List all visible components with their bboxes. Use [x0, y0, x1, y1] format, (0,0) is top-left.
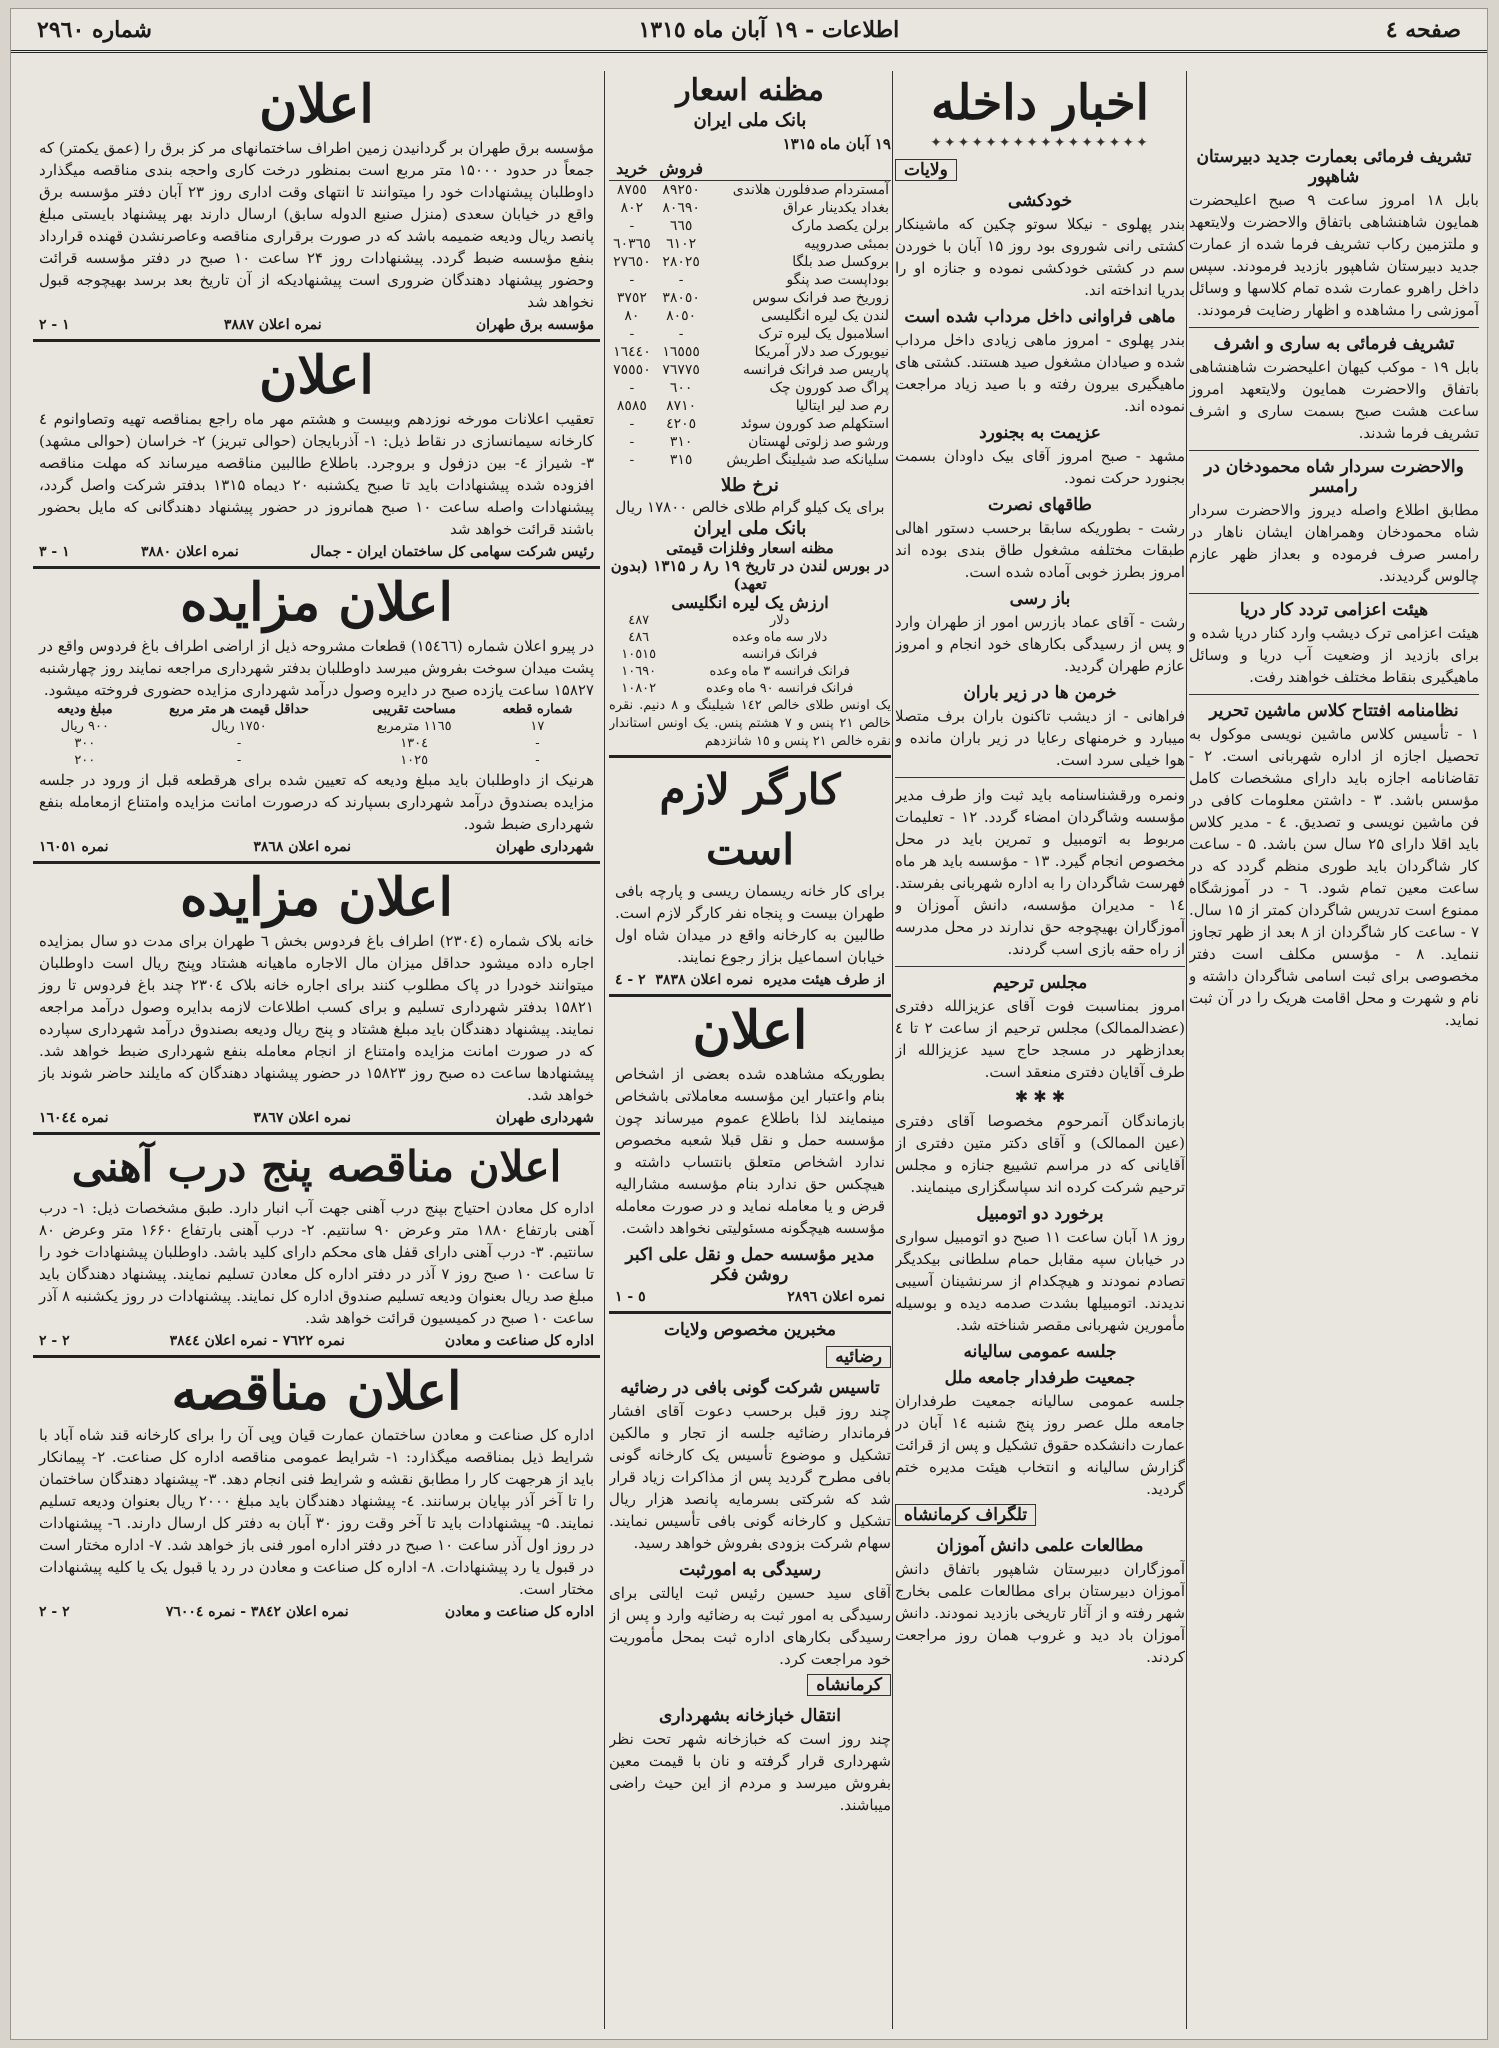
- table-cell: آمستردام صدفلورن هلاندی: [732, 182, 889, 198]
- ad-title: اعلان: [692, 1000, 808, 1061]
- news-body: ۱ - تأسیس کلاس ماشین نویسی موکول به تحصیل اجازه از اداره شهربانی است. ۲ - تقاضانامه اجازه باید دارای مشخصات کامل مؤسس باشد. ۳ - داشتن معلومات کافی در فن ماشین نویسی و تصدیق. ٤ - مدیر کلاس باید اقلا دارای ۲۵ سال سن باشد. ۵ - ساعت کار شاگردان باید طوری منظم گردد که در ساعت معین تمام شود. ٦ - در آموزشگاه ممنوع است تدریس شاگردان کمتر از ۱۵ سال. ۷ - ساعت کار شاگردان از ۸ بعد از ظهر تجاوز ننماید. ۸ - مؤسس مکلف است دفتر مخصوصی برای ثبت اسامی شاگردان داشته و نام و شهرت و محل اقامت هریک را در آن ثبت نماید.: [1189, 725, 1479, 1029]
- table-cell: ١٦٥٥٥: [662, 344, 700, 360]
- regulation-continued: ونمره ورقشناسنامه باید ثبت واز طرف مدیر مؤسسه وشاگردان امضاء گردد. ١٢ - تعلیمات مربوط به اتومبیل و تمرین باید در محل مخصوص انجام گیرد. ١٣ - مؤسسه باید هر ماه فهرست شاگردان را به اداره شهربانی بفرستد. ١٤ - مدیران مؤسسه، دانش آموزان و آموزگاران بهیچوجه حق ندارند در محل مدرسه از راه حقه بازی اسب گردند.: [895, 786, 1185, 958]
- ad-run: ٢ - ٢: [39, 1604, 70, 1620]
- table-cell: دلار سه ماه وعده: [732, 630, 828, 645]
- news-body: جلسه عمومی سالیانه جمعیت طرفداران جامعه ملل عصر روز پنج شنبه ١٤ آبان در عمارت دانشکده حقوق تشکیل و پس از قرائت گزارش سالیانه و انتخاب هیئت مدیره ختم گردید.: [895, 1392, 1185, 1498]
- column-rule: [1186, 71, 1187, 2029]
- news-body: بابل ۱۹ - موکب کیهان اعلیحضرت شاهنشاهی باتفاق والاحضرت همایون ولایتعهد امروز ساعت هشت صبح بسمت ساری و اشرف تشریف فرما شدند.: [1189, 358, 1479, 442]
- table-cell: سلیانکه صد شیلینگ اطریش: [726, 452, 889, 468]
- ad-title: اعلان مناقصه پنج درب آهنی: [71, 1142, 562, 1191]
- table-cell: رم صد لیر ایتالیا: [795, 398, 889, 414]
- page-number: صفحه ٤: [1385, 16, 1461, 43]
- table-cell: -: [678, 272, 684, 288]
- table-cell: ١٦٤٤٠: [613, 344, 651, 360]
- table-cell: -: [535, 753, 540, 768]
- divider: [895, 777, 1185, 778]
- column-domestic-news: [895, 71, 1185, 2031]
- table-row: [609, 663, 891, 680]
- ad-run: ٢ - ٢: [39, 1333, 70, 1349]
- gold-heading: نرخ طلا: [721, 475, 779, 496]
- star-ornament: ✱ ✱ ✱: [1014, 1087, 1066, 1106]
- table-row: [39, 735, 594, 752]
- issue-number: شماره ٢٩٦٠: [37, 16, 152, 43]
- table-cell: -: [629, 272, 635, 288]
- rates-note: یک اونس طلای خالص ١٤٢ شیلینگ و ٨ دنیم. نقره خالص ٢١ پنس و ٧ هشتم پنس. یک اونس استاندار نقره خالص ٢١ پنس و ١٥ شانزدهم: [609, 698, 891, 749]
- thanks-body: بازماندگان آنمرحوم مخصوصا آقای دفتری (عین الممالک) و آقای دکتر متین دفتری از آقایانی که در مراسم تشییع جنازه و مجلس ترحیم شرکت کرده اند سپاسگزاری مینمایند.: [895, 1112, 1185, 1196]
- table-cell: ١٧٥٠ ریال: [211, 719, 267, 734]
- ad-body: تعقیب اعلانات مورخه نوزدهم وبیست و هشتم مهر ماه راجع بمناقصه تهیه وتصاوانوم ٤ کارخانه سیمانسازی در نقاط ذیل: ۱- آذربایجان (حوالی تبریز) ۲- خراسان (حوالی مشهد) ۳- شیراز ٤- بین دزفول و بروجرد. باطلاع طالبین مناقصه میرساند که مهلت مناقصه افزوده شده پیشنهادات باید تا صبح یکشنبه ۲۰ دیماه ۱۳۱۵ بدفتر شرکت واصل گردد، پیشنهادات واصله ساعت ۱۰ صبح همانروز در حضور پیشنهاد دهندگانی که مایل بحضور باشند قرائت خواهد شد: [39, 410, 595, 538]
- table-row: [609, 451, 891, 469]
- table-cell: ٤٨٦: [628, 630, 650, 645]
- column-header: [707, 157, 891, 181]
- news-body: مطابق اطلاع واصله دیروز والاحضرت سردار شاه محمودخان وهمراهان ایشان ناهار در رامسر صرف فرموده و بعداز ظهر عازم چالوس گردیدند.: [1189, 501, 1479, 585]
- rates-bank: بانک ملی ایران: [693, 110, 807, 131]
- ad-body: اداره کل صناعت و معادن ساختمان عمارت قیان وپی آن را برای کارخانه قند شاه آباد با شرایط ذیل بمناقصه میگذارد: ۱- شرایط عمومی مناقصه اداره کل صناعت. ۲- پیمانکار باید از هرجهت کار را مطابق نقشه و شرایط فنی انجام دهد. ۳- پیشنهاد دهندگان ساختمان را تا آخر آذر بپایان برسانند. ٤- پیشنهاد دهندگان باید مبلغ ۲۰۰۰ ریال بعنوان ودیعه تسلیم نمایند. ۵- پیشنهادات باید تا آخر وقت روز ۳۰ آبان به دفتر کل ارسال دارند. ٦- پیشنهادات در روز اول آذر ساعت ۱۰ صبح در دفتر اداره امور فنی باز خواهد شد. ۷- اداره مختار است در قبول یا رد پیشنهادات. ۸- اداره کل صناعت و معادن در رد یا قبول یک یا کلیه پیشنهادات مختار است.: [39, 1426, 595, 1598]
- table-cell: ٨٠: [624, 308, 640, 324]
- ad-run: نمره ١٦٠٥١: [39, 839, 109, 855]
- table-row: [609, 253, 891, 271]
- table-cell: ١٠٦٩٠: [621, 664, 657, 679]
- table-cell: پراگ صد کورون چک: [769, 380, 889, 396]
- table-row: [609, 271, 891, 289]
- gold-text: برای یک کیلو گرام طلای خالص ١٧٨٠٠ ریال: [615, 498, 885, 516]
- news-headline: خودکشی: [1007, 191, 1073, 211]
- ad-number: نمره اعلان ٢٨٩٦: [787, 1289, 885, 1305]
- news-headline: مطالعات علمی دانش آموزان: [936, 1536, 1144, 1556]
- table-cell: ٨٩٢٥٠: [662, 182, 700, 198]
- ad-run: نمره ١٦٠٤٤: [39, 1110, 109, 1126]
- signature-name: مؤسسه برق طهران: [475, 317, 594, 333]
- news-headline: رسیدگی به امورثبت: [679, 1560, 821, 1580]
- table-cell: -: [535, 736, 540, 751]
- table-cell: لندن یک لیره انگلیسی: [761, 308, 889, 324]
- news-headline: عزیمت به بجنورد: [979, 423, 1101, 443]
- table-cell: -: [236, 736, 242, 751]
- pound-heading: ارزش یک لیره انگلیسی: [671, 593, 829, 612]
- divider: [1189, 694, 1479, 695]
- divider: [895, 966, 1185, 967]
- table-cell: ١٧: [530, 719, 545, 734]
- table-cell: پاریس صد فرانک فرانسه: [742, 362, 889, 378]
- table-row: [609, 361, 891, 379]
- ornament-line: ✦✦✦✦✦✦✦✦✦✦✦✦✦✦✦✦: [930, 135, 1150, 151]
- column-header: مبلغ ودیعه: [57, 702, 113, 717]
- table-cell: فرانک فرانسه ۹۰ ماه وعده: [706, 681, 854, 696]
- metals-subheading: در بورس لندن در تاریخ ۱۹ ر۸ ر ۱۳۱۵ (بدون تعهد): [610, 557, 890, 593]
- ad-title: اعلان مزایده: [180, 867, 453, 928]
- table-row: [39, 718, 594, 735]
- ad-body: مؤسسه برق طهران بر گردانیدن زمین اطراف ساختمانهای مر کز برق را (عمق یکمتر) که جمعاً در حدود ۱۵۰۰۰ متر مربع است بمنظور درخت کاری واحجه بندی مناقصه میگذارد داوطلبان پیشنهادات خود را میتوانند تا انتهای وقت اداری روز ۲۳ آبان دفتر مؤسسه برق واقع در خیابان سعدی (منزل صنیع الدوله سابق) ارسال دارند بهر پیشنهاد بایستی مبلغ پانصد ریال ودیعه ضمیمه باشد که در صورت برقراری مناقصه وعاصرنشدن قهنده قرارداد بنفع مؤسسه ضبط گردد. پیشنهادات روز ۲۴ ساعت ۱۰ صبح در دفتر مؤسسه قرائت وحضور پیشنهاد دهندگان ضروری است پیشنهادیکه از آن تاریخ بعد برسد بهیچوجه قبول نخواهد شد: [39, 139, 595, 311]
- news-body: آموزگاران دبیرستان شاهپور باتفاق دانش آموزان دبیرستان برای مطالعات علمی بخارج شهر رفته و از آثار تاریخی بازدید نمودند. دانش آموزان باد دید و غروب همان روز مراجعت کردند.: [895, 1560, 1185, 1666]
- table-row: [609, 680, 891, 697]
- ad-number: نمره اعلان ٣٨٦٨: [253, 839, 352, 855]
- signature-name: از طرف هیئت مدیره: [762, 972, 885, 988]
- table-row: [609, 379, 891, 397]
- table-cell: ٤٨٧: [628, 613, 650, 628]
- table-cell: برلن یکصد مارک: [791, 218, 889, 234]
- news-headline: تشریف فرمائی به ساری و اشرف: [1213, 334, 1455, 354]
- ad-signature: [39, 1604, 594, 1620]
- ad-signature: [39, 1110, 594, 1126]
- column-rule: [604, 71, 605, 2029]
- table-row: [609, 646, 891, 663]
- rates-heading: مظنه اسعار: [676, 73, 824, 108]
- table-cell: ١٣٠٤: [400, 736, 429, 751]
- rates-bank: بانک ملی ایران: [693, 518, 807, 539]
- table-cell: ٦٠٠: [669, 380, 693, 396]
- news-headline: باز رسی: [1009, 589, 1071, 609]
- ad-number: نمره اعلان ٣٨٤٢ - نمره ٧٦٠٠٤: [165, 1604, 349, 1620]
- correspondents-label: مخبرین مخصوص ولایات: [663, 1320, 837, 1340]
- rates-date: ۱۹ آبان ماه ۱۳۱۵: [782, 135, 891, 153]
- cement-factory-ad: [33, 342, 600, 569]
- signature-name: اداره کل صناعت و معادن: [444, 1604, 594, 1620]
- news-body: چند روز قبل برحسب دعوت آقای افشار فرماندار رضائیه جلسه از تجار و مالکین تشکیل و موضوع تأسیس یک کارخانه گونی بافی مطرح گردید پس از مذاکرات زیاد قرار شد که شرکتی بسرمایه پانصد هزار ریال تشکیل و کارخانه گونی بافی تأسیس نمایند. سهام شرکت بزودی بفروش خواهد رسید.: [609, 1402, 891, 1552]
- news-body: مشهد - صبح امروز آقای بیک داودان بسمت بجنورد حرکت نمود.: [895, 447, 1185, 487]
- table-row: [609, 343, 891, 361]
- column-advertisements: [33, 71, 600, 2031]
- ad-number: نمره اعلان ٣٨٣٨: [655, 972, 754, 988]
- metals-heading: مظنه اسعار وفلزات قیمتی: [666, 539, 834, 557]
- column-header: خرید: [609, 157, 655, 181]
- table-cell: -: [678, 326, 684, 342]
- ad-run: ٥ - ١: [615, 1289, 646, 1305]
- table-row: [609, 235, 891, 253]
- table-row: [609, 397, 891, 415]
- table-cell: -: [629, 434, 635, 450]
- ad-title: کارگر لازم است: [659, 765, 841, 874]
- ad-run: ٢ - ٤: [615, 972, 646, 988]
- table-cell: زوریخ صد فرانک سوس: [752, 290, 889, 306]
- news-headline: برخورد دو اتومبیل: [976, 1204, 1104, 1224]
- ad-body: در پیرو اعلان شماره (١٥٤٦٦) قطعات مشروحه ذیل از اراضی اطراف باغ فردوس واقع در پشت میدان سوخت بفروش میرسد داوطلبان بدفتر شهرداری مراجعه نمایند روز چهارشنبه ۱۵۸۲۷ ساعت یازده صبح در دایره وصول درآمد شهرداری مزایده حضوری فروخته میشود.: [39, 637, 594, 699]
- divider: [1189, 593, 1479, 594]
- table-cell: ٦٦٥: [669, 218, 693, 234]
- newspaper-page: [10, 8, 1488, 2040]
- table-cell: ٣١٥: [669, 452, 693, 468]
- ad-body: برای کار خانه ریسمان ریسی و پارچه بافی طهران بیست و پنجاه نفر کارگر لازم است. طالبین به کارخانه واقع در میدان شاه اول خیابان اسماعیل بزاز رجوع نمایند.: [615, 882, 885, 966]
- table-cell: ٧٦٧٧٥: [662, 362, 700, 378]
- news-headline: نظامنامه افتتاح کلاس ماشین تحریر: [1209, 701, 1459, 721]
- table-cell: ٨٧٥٥: [616, 182, 647, 198]
- table-row: [609, 289, 891, 307]
- ad-body: اداره کل معادن احتیاج بپنج درب آهنی جهت آب انبار دارد. طبق مشخصات ذیل: ۱- درب آهنی بارتفاع ۱۸۸۰ متر وعرض ۹۰ سانتیم. ۲- درب آهنی بارتفاع ۱۶۶۰ متر وعرض ۸۰ سانتیم. ۳- درب آهنی دارای قفل های محکم دارای کلید باشد. داوطلبان پیشنهادات خود را تا ساعت ۱۰ صبح روز ۷ آذر در دفتر اداره کل معادن تسلیم نمایند. پیشنهاد دهندگان باید مبلغ صد ریال بعنوان ودیعه تسلیم صندوق اداره کل نمایند. پیشنهادات در روز یکشنبه ۸ آذر ساعت ۱۰ صبح در کمیسیون قرائت خواهد شد.: [39, 1199, 594, 1327]
- table-row: [609, 415, 891, 433]
- ad-number: نمره اعلان ٣٨٨٠: [141, 544, 239, 560]
- column-header: فروش: [655, 157, 708, 181]
- table-cell: استکهلم صد کورون سوئد: [740, 416, 889, 432]
- pound-table: [609, 612, 891, 697]
- column-header: شماره قطعه: [502, 702, 573, 717]
- ad-run: ١ - ٢: [39, 317, 70, 333]
- news-subheadline: جمعیت طرفدار جامعه ملل: [944, 1368, 1136, 1388]
- table-row: [39, 752, 594, 769]
- divider: [1189, 450, 1479, 451]
- table-cell: ٨٠٥٠: [666, 308, 697, 324]
- ad-body: هرنیک از داوطلبان باید مبلغ ودیعه که تعیین شده برای هرقطعه قبل از ورود در جلسه مزایده بصندوق درآمد شهرداری بسپارند که درصورت امانت مزایده وامتناع ازمعامله بنفع شهرداری ضبط شود.: [39, 771, 594, 833]
- news-headline: خرمن ها در زیر باران: [963, 683, 1117, 703]
- signature-name: شهرداری طهران: [495, 839, 594, 855]
- section-label-region: رضائیه: [826, 1346, 891, 1368]
- news-body: فراهانی - از دیشب تاکنون باران برف متصلا میبارد و خرمنهای رعایا در زیر باران مانده و هوا خیلی سرد است.: [895, 707, 1185, 769]
- exchange-rates-table: [609, 157, 891, 469]
- electric-company-ad: [33, 71, 600, 342]
- table-cell: ٣٠٠: [74, 736, 96, 751]
- table-cell: ٤٢٠٥: [666, 416, 697, 432]
- ad-signature: [39, 839, 594, 855]
- table-cell: ٣٧٥٢: [616, 290, 647, 306]
- table-row: [609, 433, 891, 451]
- news-headline: جلسه عمومی سالیانه: [963, 1342, 1117, 1362]
- news-headline: والاحضرت سردار شاه محمودخان در رامسر: [1204, 457, 1464, 497]
- signature-name: شهرداری طهران: [495, 1110, 594, 1126]
- section-label-provinces: ولایات: [895, 159, 957, 181]
- iron-doors-tender-ad: [33, 1135, 600, 1358]
- ad-signature: [39, 317, 594, 333]
- table-cell: بروکسل صد بلگا: [792, 254, 889, 270]
- domestic-news-heading: اخبار داخله: [930, 75, 1149, 131]
- transport-notice-ad: [609, 997, 891, 1314]
- table-cell: ٢٧٦٥٠: [613, 254, 651, 270]
- table-cell: -: [629, 326, 635, 342]
- news-headline: هیئت اعزامی تردد کار دریا: [1239, 600, 1429, 620]
- news-headline: طاقهای نصرت: [988, 495, 1092, 515]
- ad-signature: [39, 544, 594, 560]
- table-cell: فرانک فرانسه ۳ ماه وعده: [709, 664, 850, 679]
- table-cell: فرانک فرانسه: [741, 647, 818, 662]
- news-body: هیئت اعزامی ترک دیشب وارد کنار دریا شده و برای بازدید از وضعیت آب دریا و وسائل ماهیگیری بنقاط مختلف خواهند رفت.: [1189, 624, 1479, 686]
- table-cell: ١٠٢٥: [400, 753, 429, 768]
- table-cell: -: [236, 753, 242, 768]
- ad-body: بطوریکه مشاهده شده بعضی از اشخاص بنام واعتبار این مؤسسه معاملاتی باشخاص مینمایند لذا باطلاع عموم میرساند چون مؤسسه حمل و نقل قبلا شعبه مخصوص ندارد اشخاص متعلق بانتساب داشته و هیچکس حق ندارد بنام مؤسسه مشارالیه قرض و یا معامله نماید و در صورت معامله مؤسسه هیچگونه مسئولیتی نخواهد داشت.: [615, 1065, 885, 1237]
- masthead: [11, 9, 1487, 53]
- table-cell: ٦٠٣٦٥: [613, 236, 651, 252]
- news-body: رشت - آقای عماد بازرس امور از طهران وارد و پس از رسیدگی بکارهای خود انجام و امروز عازم طهران گردید.: [895, 613, 1185, 675]
- table-row: [609, 307, 891, 325]
- table-cell: ٣٨٠٥٠: [662, 290, 700, 306]
- section-label-city: کرمانشاه: [807, 1674, 891, 1696]
- column-header: حداقل قیمت هر متر مربع: [169, 702, 309, 717]
- house-auction-ad: [33, 864, 600, 1135]
- news-headline: تشریف فرمائی بعمارت جدید دبیرستان شاهپور: [1196, 147, 1472, 187]
- table-cell: ٨٠٢: [620, 200, 644, 216]
- ad-run: ١ - ٣: [39, 544, 70, 560]
- ad-title: اعلان: [259, 74, 374, 135]
- ad-number: نمره اعلان ٣٨٨٧: [223, 317, 322, 333]
- building-tender-ad: [33, 1358, 600, 1626]
- table-cell: بوداپست صد پنگو: [786, 272, 889, 288]
- table-cell: ٦١٠٢: [666, 236, 697, 252]
- table-cell: ٩٠٠ ریال: [60, 719, 109, 734]
- news-body: آقای سید حسین رئیس ثبت ایالتی برای رسیدگی به امور ثبت به رضائیه وارد و پس از رسیدگی بکارهای اداره ثبت بمحل مأموریت خود مراجعت کرد.: [609, 1584, 891, 1668]
- table-row: [609, 199, 891, 217]
- news-headline: ماهی فراوانی داخل مرداب شده است: [904, 307, 1176, 327]
- table-cell: ٧٥٥٥٠: [613, 362, 651, 378]
- news-body: بندر پهلوی - امروز ماهی زیادی داخل مرداب شده و صیادان مشغول صید هستند. کشتی های ماهیگیری بیرون رفته و با صید زیاد مراجعت نموده اند.: [895, 331, 1185, 415]
- table-cell: اسلامبول یک لیره ترک: [758, 326, 889, 342]
- table-row: [609, 629, 891, 646]
- news-body: چند روز است که خبازخانه شهر تحت نظر شهرداری قرار گرفته و نان با قیمت معین بفروش میرسد و مردم از این حیث راضی میباشند.: [609, 1730, 891, 1814]
- signature-name: اداره کل صناعت و معادن: [444, 1333, 594, 1349]
- ad-signature: [39, 1333, 594, 1349]
- news-body: بندر پهلوی - نیکلا سوتو چکین که ماشینکار کشتی رانی شوروی بود روز ۱۵ آبان با خوردن سم در کشتی خودکشی نموده و جنازه او را بدریا انداخته اند.: [895, 215, 1185, 299]
- column-rule: [892, 71, 893, 2029]
- news-headline: تاسیس شرکت گونی بافی در رضائیه: [620, 1378, 880, 1398]
- table-row: [609, 325, 891, 343]
- ad-title: اعلان مناقصه: [171, 1361, 462, 1422]
- ad-number: نمره ٧٦٢٢ - نمره اعلان ٣٨٤٤: [169, 1333, 345, 1349]
- news-body: بابل ۱۸ امروز ساعت ۹ صبح اعلیحضرت همایون شاهنشاهی باتفاق والاحضرت ولایتعهد و ملتزمین رکاب تشریف فرما شده از عمارت جدید دبیرستان شاهپور بازدید فرمودند. سپس داخل راهرو عمارت شده تمام کلاسها و وسائل آموزشی را مشاهده و اظهار رضایت فرمودند.: [1189, 191, 1479, 319]
- ad-body: خانه بلاک شماره (٢٣٠٤) اطراف باغ فردوس بخش ٦ طهران برای مدت دو سال بمزایده اجاره داده میشود حداقل میزان مال الاجاره ماهیانه هشتاد وپنج ریال است داوطلبان میتوانند خودرا در پاک مطلوب کنند برای اجاره خانه بلاک ٢٣٠٤ چند باغ فردوس تا روز ۱۵۸۲۱ بدفتر شهرداری تسلیم و برای کسب اطلاعات لازمه بدایره وصول درآمد مراجعه نمایند. پیشنهاد دهندگان باید مبلغ هشتاد و پنج ریال ودیعه بصندوق درآمد شهرداری سپارده که در صورت امانت مزایده وامتناع از انجام معامله بنفع شهرداری ضبط خواهد شد. پیشنهادها ساعت ده صبح روز ۱۵۸۲۳ در حضور پیشنهاد دهندگان که مایلند حاضر شوند باز خواهد شد.: [39, 932, 594, 1104]
- table-cell: ٢٨٠٢٥: [662, 254, 700, 270]
- news-headline: انتقال خبازخانه بشهرداری: [658, 1706, 842, 1726]
- mourning-body: امروز بمناسبت فوت آقای عزیزالله دفتری (عضدالممالک) مجلس ترحیم از ساعت ۲ تا ٤ بعدازظهر در مسجد حاج سید عزیزالله از طرف آقایان دفتری منعقد است.: [895, 997, 1185, 1081]
- table-cell: -: [629, 416, 635, 432]
- table-cell: ٢٠٠: [74, 753, 96, 768]
- table-cell: ورشو صد زلوتی لهستان: [748, 434, 889, 450]
- column-d-top-gap: [1189, 71, 1479, 141]
- table-cell: -: [629, 218, 635, 234]
- masthead-date: اطلاعات - ١٩ آبان ماه ١٣١٥: [638, 16, 900, 43]
- land-lots-table: [39, 701, 594, 769]
- table-row: [609, 612, 891, 629]
- table-cell: بغداد یکدینار عراق: [783, 200, 889, 216]
- table-cell: ٨٥٨٥: [616, 398, 647, 414]
- news-body: روز ۱۸ آبان ساعت ۱۱ صبح دو اتومبیل سواری در خیابان سپه مقابل حمام سلطانی بیکدیگر تصادم نمودند و هیچکدام از سرنشینان آسیبی ندیدند. اتومبیلها بشدت صدمه دیده و بوسیله مأمورین شهربانی مقصر شناخته شد.: [895, 1228, 1185, 1334]
- section-label-telegram: تلگراف کرمانشاه: [895, 1504, 1036, 1526]
- ad-title: اعلان مزایده: [180, 572, 453, 633]
- table-header-row: [609, 157, 891, 181]
- signature-name: رئیس شرکت سهامی کل ساختمان ایران - جمال: [310, 544, 594, 560]
- table-cell: ١٠٨٠٢: [621, 681, 657, 696]
- table-cell: ١٠٥١٥: [621, 647, 657, 662]
- table-cell: -: [629, 380, 635, 396]
- column-header: مساحت تقریبی: [372, 702, 456, 717]
- signature-name: مدیر مؤسسه حمل و نقل علی اکبر روشن فکر: [625, 1245, 875, 1285]
- ad-signature: [615, 972, 885, 988]
- table-row: [609, 217, 891, 235]
- table-cell: ٣١٠: [669, 434, 693, 450]
- table-cell: دلار: [769, 613, 790, 628]
- table-header-row: [39, 701, 594, 718]
- table-cell: بمبئی صدروپیه: [804, 236, 889, 252]
- news-body: رشت - بطوریکه سابقا برحسب دستور اهالی طبقات مختلفه مشغول طاق بندی بوده اند امروز بطرز خوبی آماده شده است.: [895, 519, 1185, 581]
- ad-signature: [615, 1289, 885, 1305]
- table-cell: ٨٧١٠: [666, 398, 697, 414]
- divider: [1189, 327, 1479, 328]
- mourning-headline: مجلس ترحیم: [992, 973, 1088, 993]
- ad-title: اعلان: [259, 345, 374, 406]
- column-rates: [609, 71, 891, 2031]
- column-royal-news: [1189, 71, 1479, 2031]
- table-cell: -: [629, 452, 635, 468]
- table-cell: ٨٠٦٩٠: [662, 200, 700, 216]
- table-cell: نیویورک صد دلار آمریکا: [754, 344, 889, 360]
- worker-ad: [609, 755, 891, 997]
- ad-number: نمره اعلان ٣٨٦٧: [253, 1110, 352, 1126]
- table-cell: ١١٦٥ مترمربع: [376, 719, 452, 734]
- land-auction-ad: [33, 569, 600, 864]
- table-row: [609, 181, 891, 200]
